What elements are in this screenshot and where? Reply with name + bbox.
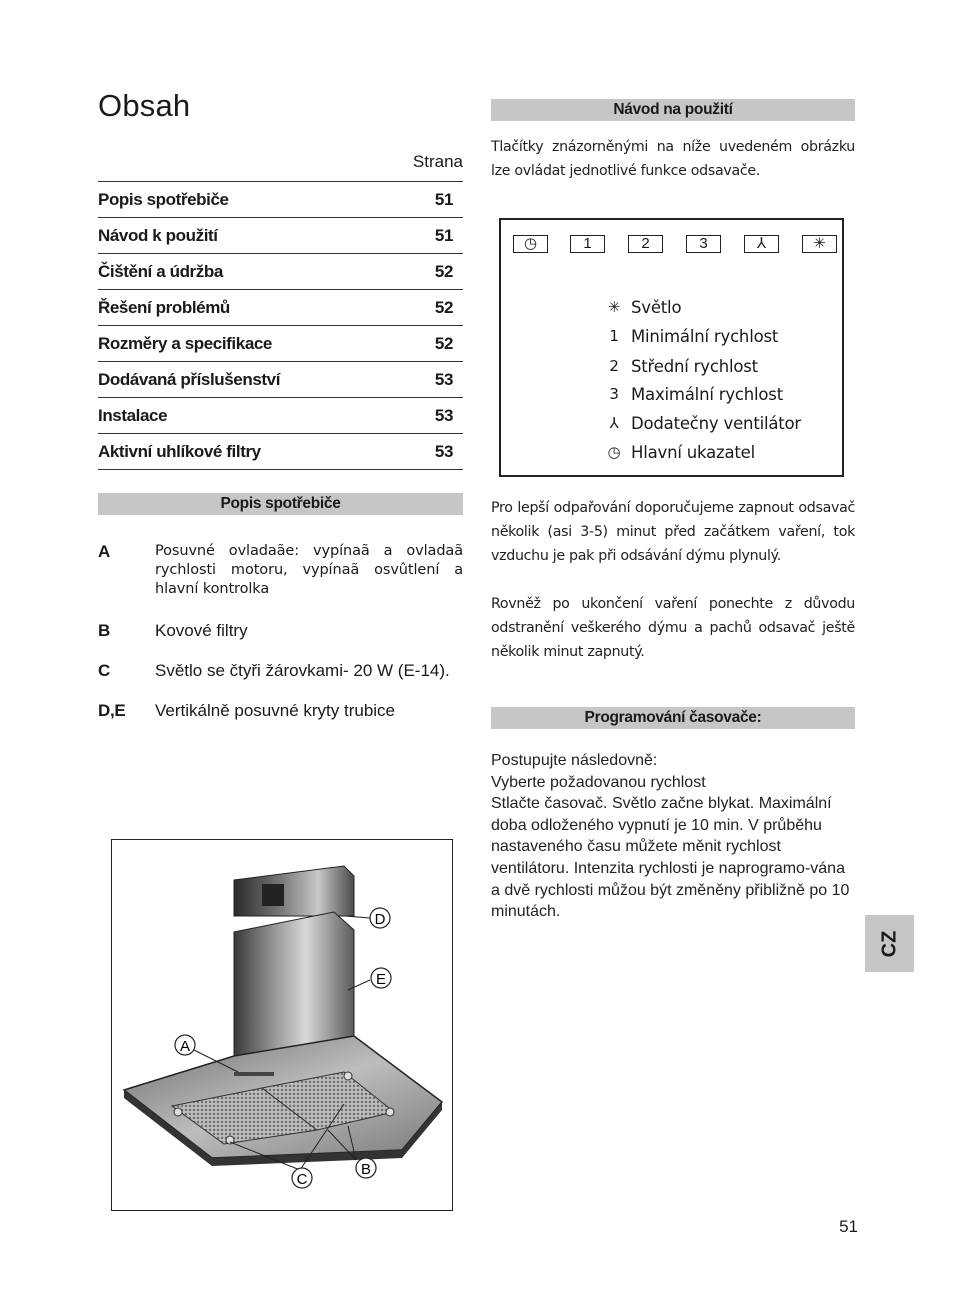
toc-row-page: 53 — [434, 405, 453, 425]
control-panel-diagram — [499, 218, 844, 477]
timer-icon: ◷ — [513, 235, 548, 253]
toc-row-label: Instalace — [98, 405, 168, 425]
table-of-contents — [98, 181, 463, 470]
toc-row-page: 52 — [434, 333, 453, 353]
callout-label: D — [374, 911, 386, 928]
legend-row — [597, 383, 783, 405]
description-item-text: Posuvné ovladaãe: vypínaã a ovladaã rychlosti motoru, vypínaã osvûtlení a hlavní kontrolka — [155, 543, 463, 597]
toc-row — [98, 434, 463, 470]
description-heading: Popis spotřebiče — [98, 493, 463, 515]
toc-row-page: 51 — [434, 225, 453, 245]
toc-row-page: 52 — [434, 261, 453, 281]
legend-row — [597, 412, 801, 434]
cooker-hood-illustration — [112, 840, 451, 1209]
fan-icon: ⅄ — [609, 414, 619, 432]
legend-row — [597, 296, 681, 318]
toc-row — [98, 290, 463, 326]
legend-label: Dodatečny ventilátor — [631, 413, 802, 433]
speed-3-icon: 3 — [609, 385, 619, 403]
description-item — [98, 701, 463, 721]
description-item — [98, 661, 463, 681]
speed-2-icon: 2 — [609, 357, 619, 375]
description-item — [98, 621, 463, 641]
usage-intro: Tlačítky znázorněnými na níže uvedeném obrázku lze ovládat jednotlivé funkce odsavače. — [491, 139, 855, 179]
legend-label: Střední rychlost — [631, 356, 758, 376]
toc-page-header: Strana — [412, 152, 463, 171]
toc-row-label: Čištění a údržba — [98, 261, 223, 281]
usage-tip: Rovněž po ukončení vaření ponechte z důvodu odstranění veškerého dýmu a pachů odsavač ještě několik minut zapnutý. — [491, 596, 855, 660]
speed-3-icon: 3 — [686, 235, 721, 253]
toc-row-label: Rozměry a specifikace — [98, 333, 272, 353]
toc-row-label: Dodávaná příslušenství — [98, 369, 281, 389]
timer-icon: ◷ — [607, 443, 621, 461]
usage-tip: Pro lepší odpařování doporučujeme zapnout odsavač několik (asi 3-5) minut před začátkem vaření, tok vzduchu je pak při odsávání dýmu plynulý. — [491, 500, 855, 564]
toc-row — [98, 326, 463, 362]
usage-heading: Návod na použití — [491, 99, 855, 121]
toc-row-page: 53 — [434, 441, 453, 461]
light-icon: ✳ — [607, 298, 621, 316]
legend-label: Maximální rychlost — [631, 384, 783, 404]
language-tab-label: CZ — [878, 930, 900, 957]
description-item-text: Kovové filtry — [155, 621, 248, 640]
toc-row-label: Návod k použití — [98, 225, 218, 245]
language-tab — [865, 915, 914, 972]
toc-row-label: Popis spotřebiče — [98, 189, 229, 209]
timer-line: Vyberte požadovanou rychlost — [491, 773, 706, 791]
speed-1-icon: 1 — [570, 235, 605, 253]
toc-row — [98, 254, 463, 290]
timer-line: Postupujte následovně: — [491, 752, 658, 769]
timer-line: Stlačte časovač. Světlo začne blykat. Maximální doba odloženého vypnutí je 10 min. V průběhu nastaveného času můžete měnit rychlost ventilátoru. Intenzita rychlosti je naprogramo-vána a dvě rychlosti můžou být změněny přibližně po 10 minutách. — [491, 795, 850, 921]
cooker-hood-figure — [111, 839, 453, 1211]
legend-row — [597, 355, 758, 377]
page-number: 51 — [839, 1217, 858, 1236]
light-icon: ✳ — [802, 235, 837, 253]
toc-row — [98, 218, 463, 254]
legend-row — [597, 325, 778, 347]
description-item — [98, 542, 463, 599]
legend-label: Minimální rychlost — [631, 326, 779, 346]
description-item-label: D,E — [98, 701, 126, 720]
timer-heading: Programování časovače: — [491, 707, 855, 729]
callout-label: E — [375, 971, 387, 988]
callout-label: A — [179, 1038, 191, 1055]
toc-row — [98, 362, 463, 398]
toc-row-page: 53 — [434, 369, 453, 389]
toc-row-page: 51 — [434, 189, 453, 209]
description-item-label: B — [98, 621, 110, 640]
toc-row — [98, 398, 463, 434]
legend-label: Světlo — [631, 297, 682, 317]
speed-2-icon: 2 — [628, 235, 663, 253]
timer-instructions — [491, 750, 855, 923]
description-item-label: A — [98, 542, 110, 561]
callout-label: C — [296, 1171, 308, 1188]
toc-row-label: Řešení problémů — [98, 297, 230, 317]
page-title: Obsah — [98, 88, 191, 123]
toc-row — [98, 182, 463, 218]
description-item-label: C — [98, 661, 110, 680]
toc-row-label: Aktivní uhlíkové filtry — [98, 441, 261, 461]
description-item-text: Vertikálně posuvné kryty trubice — [155, 701, 396, 720]
callout-label: B — [360, 1161, 372, 1178]
fan-icon: ⅄ — [744, 235, 779, 253]
description-item-text: Světlo se čtyři žárovkami- 20 W (E-14). — [155, 661, 450, 680]
speed-1-icon: 1 — [609, 327, 619, 345]
legend-label: Hlavní ukazatel — [631, 442, 755, 462]
legend-row — [597, 441, 755, 463]
toc-row-page: 52 — [434, 297, 453, 317]
